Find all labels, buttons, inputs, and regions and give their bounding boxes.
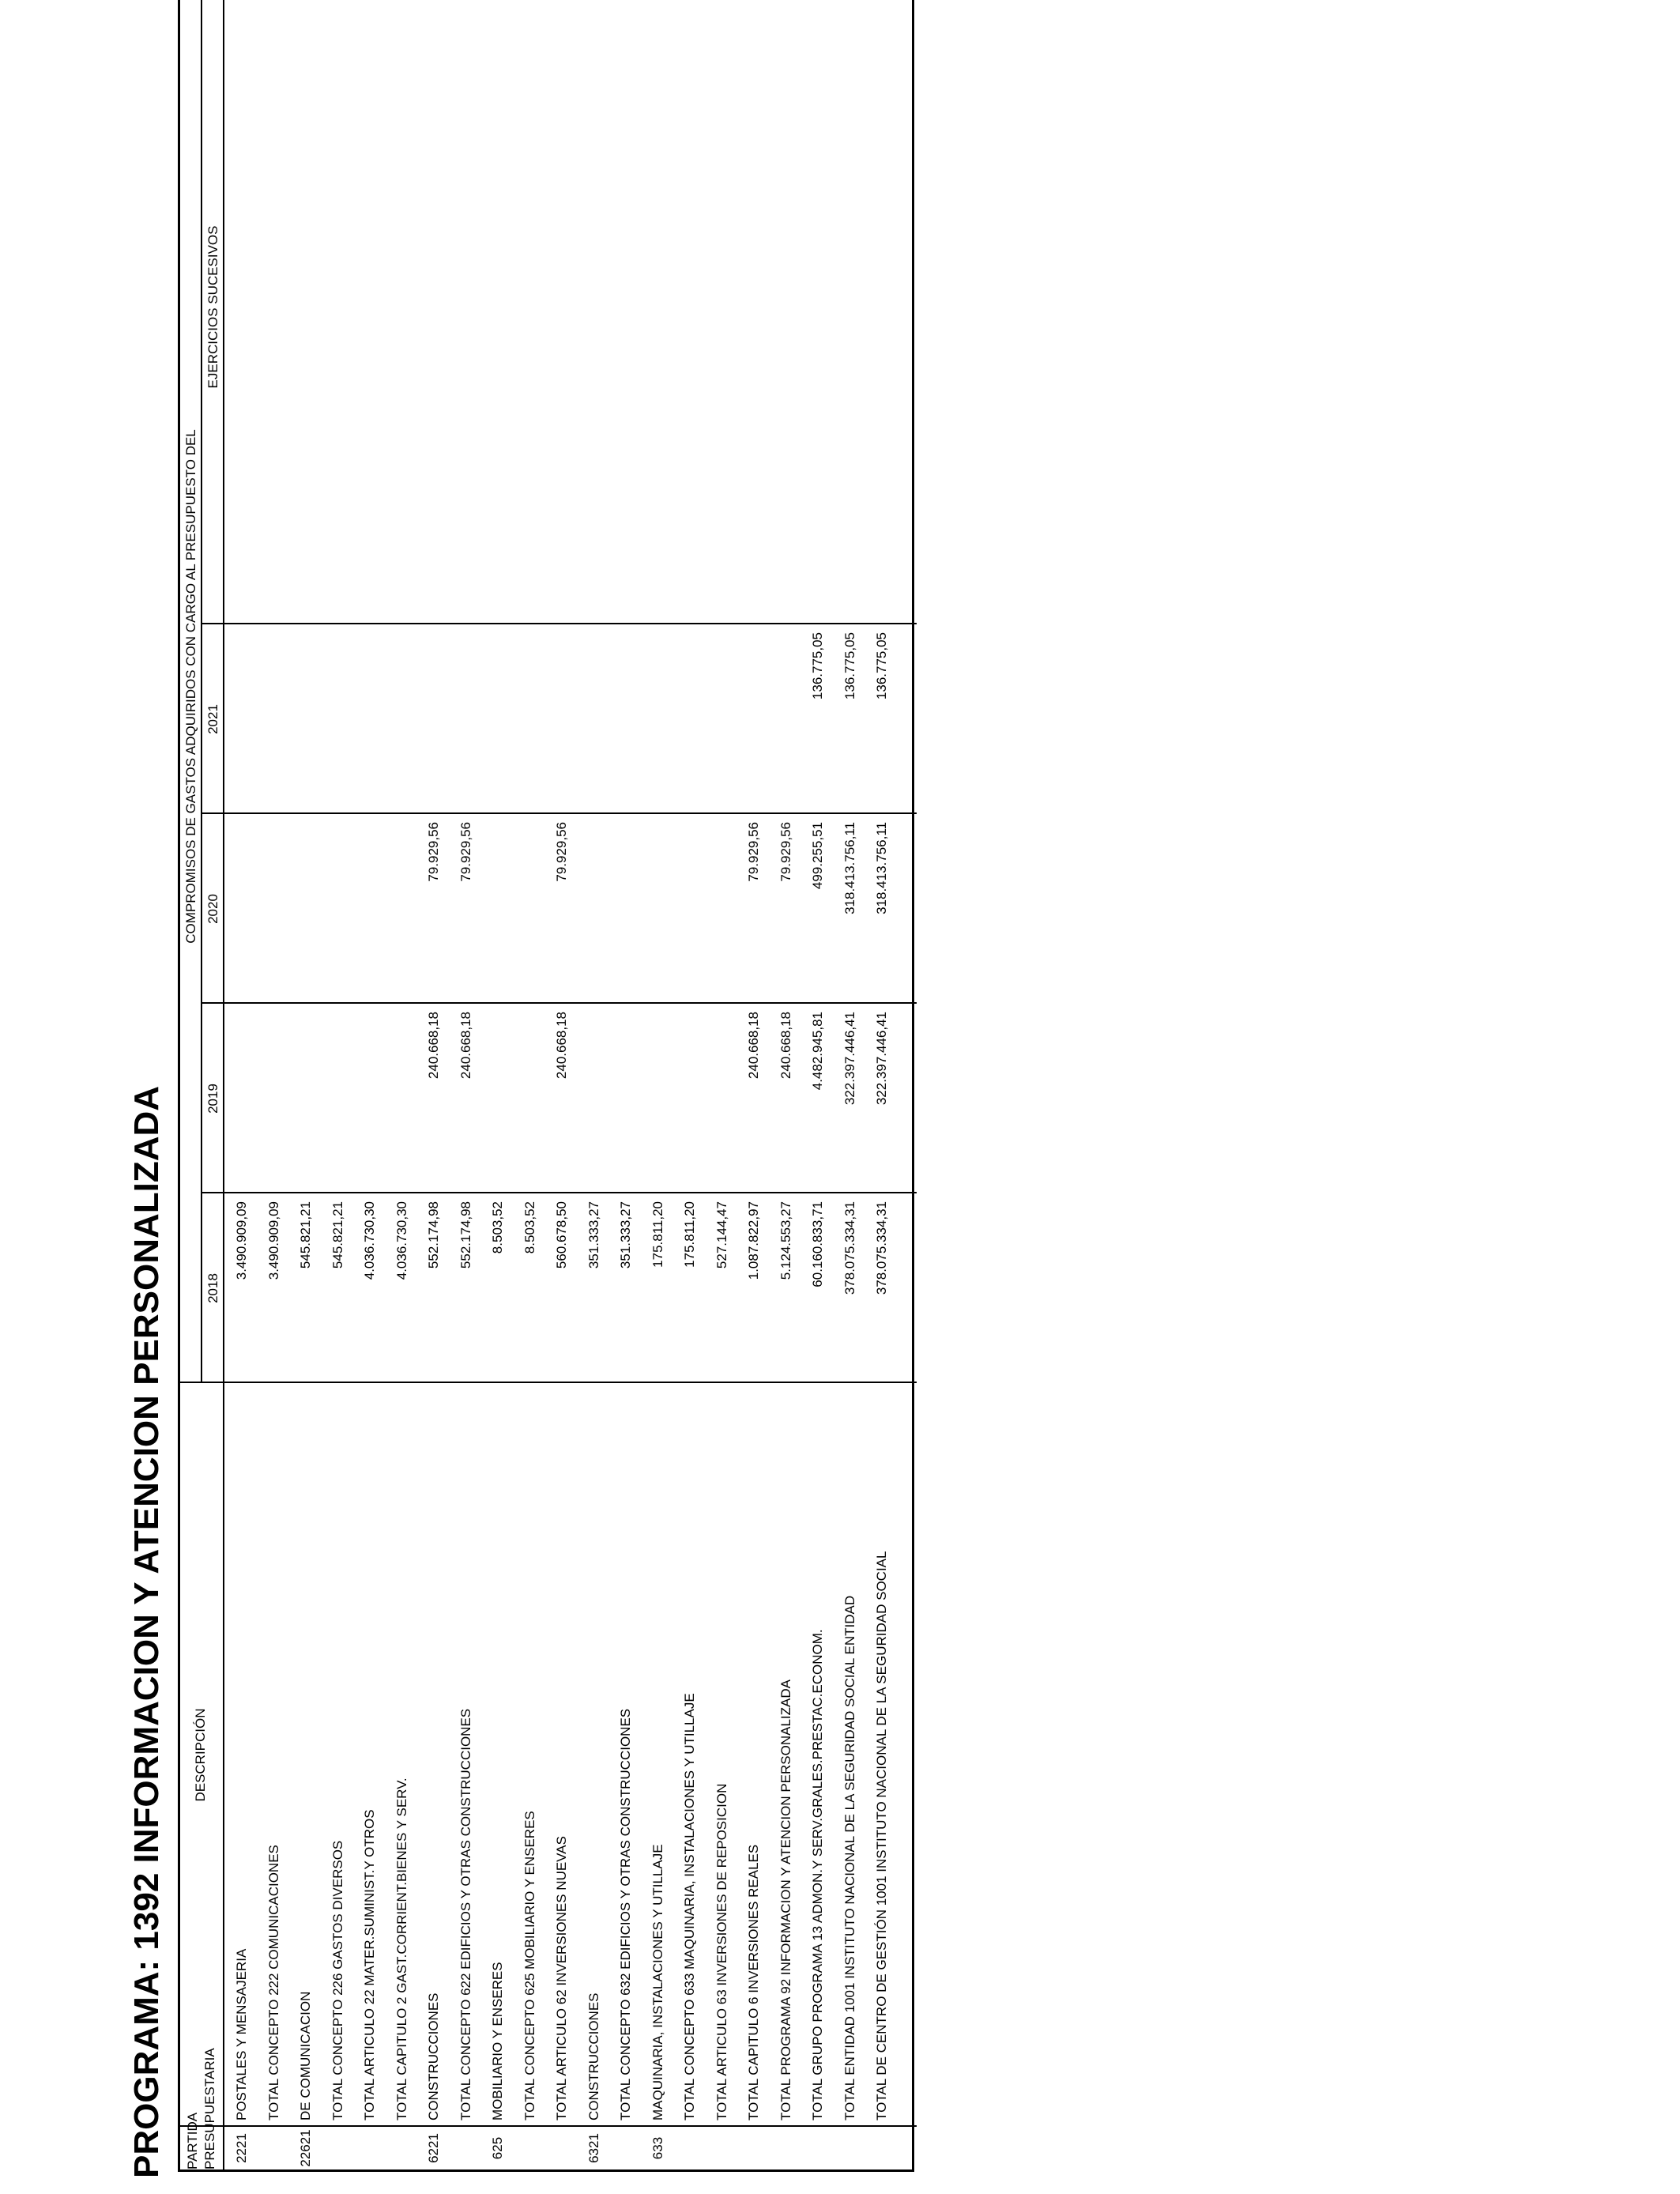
header-year-1: 2019 — [205, 1084, 220, 1114]
row-description: MOBILIARIO Y ENSERES — [490, 1962, 505, 2120]
row-description: TOTAL CAPITULO 2 GAST.CORRIENT.BIENES Y SERV. — [394, 1777, 409, 2120]
amount-y2018: 4.036.730,30 — [362, 1201, 377, 1280]
amount-y2018: 5.124.553,27 — [778, 1201, 793, 1280]
row-description: TOTAL ARTICULO 62 INVERSIONES NUEVAS — [554, 1836, 569, 2120]
col-divider-year-1 — [201, 1002, 917, 1004]
row-description: TOTAL PROGRAMA 92 INFORMACION Y ATENCION PERSONALIZADA — [778, 1679, 793, 2120]
amount-y2020: 79.929,56 — [778, 822, 793, 882]
amount-y2020: 79.929,56 — [458, 822, 473, 882]
row-description: DE COMUNICACION — [298, 1991, 313, 2120]
amount-y2021: 136.775,05 — [810, 632, 825, 700]
amount-y2018: 545.821,21 — [330, 1201, 345, 1269]
amount-y2018: 8.503,52 — [522, 1201, 537, 1254]
budget-table — [178, 0, 914, 2172]
amount-y2019: 240.668,18 — [426, 1012, 441, 1080]
amount-y2018: 552.174,98 — [458, 1201, 473, 1269]
col-divider-partida — [180, 2125, 917, 2127]
partida-code: 6321 — [586, 2133, 601, 2163]
header-year-3: 2021 — [205, 704, 220, 734]
row-description: TOTAL CONCEPTO 222 COMUNICACIONES — [266, 1845, 281, 2120]
amount-y2018: 3.490.909,09 — [266, 1201, 281, 1280]
row-description: CONSTRUCCIONES — [586, 1992, 601, 2120]
amount-y2019: 322.397.446,41 — [842, 1012, 857, 1106]
header-partida: PARTIDA — [185, 2112, 200, 2169]
amount-y2018: 527.144,47 — [714, 1201, 729, 1269]
row-description: TOTAL ARTICULO 22 MATER.SUMINIST.Y OTROS — [362, 1809, 377, 2120]
page-title: PROGRAMA: 1392 INFORMACION Y ATENCION PERSONALIZADA — [127, 1085, 166, 2178]
partida-code: 2221 — [234, 2133, 249, 2163]
amount-y2018: 175.811,20 — [650, 1201, 665, 1268]
amount-y2018: 560.678,50 — [554, 1201, 569, 1269]
header-year-2: 2020 — [205, 894, 220, 924]
header-year-4: EJERCICIOS SUCESIVOS — [205, 225, 220, 389]
row-description: POSTALES Y MENSAJERIA — [234, 1948, 249, 2120]
amount-y2018: 378.075.334,31 — [874, 1201, 889, 1295]
header-divider-top — [201, 0, 202, 1383]
row-description: TOTAL GRUPO PROGRAMA 13 ADMON.Y SERV.GRALES.PRESTAC.ECONOM. — [810, 1629, 825, 2120]
amount-y2018: 175.811,20 — [682, 1201, 697, 1268]
amount-y2019: 240.668,18 — [458, 1012, 473, 1080]
col-divider-desc — [180, 1382, 917, 1383]
row-description: TOTAL CONCEPTO 622 EDIFICIOS Y OTRAS CONSTRUCCIONES — [458, 1708, 473, 2120]
partida-code: 6221 — [426, 2133, 441, 2163]
amount-y2020: 499.255,51 — [810, 822, 825, 890]
amount-y2019: 240.668,18 — [554, 1012, 569, 1080]
row-description: TOTAL CONCEPTO 633 MAQUINARIA, INSTALACIONES Y UTILLAJE — [682, 1693, 697, 2120]
header-divider-bottom — [223, 0, 224, 2169]
row-description: CONSTRUCCIONES — [426, 1992, 441, 2120]
amount-y2021: 136.775,05 — [842, 632, 857, 700]
row-description: TOTAL CONCEPTO 625 MOBILIARIO Y ENSERES — [522, 1811, 537, 2120]
row-description: TOTAL DE CENTRO DE GESTIÓN 1001 INSTITUTO NACIONAL DE LA SEGURIDAD SOCIAL — [874, 1551, 889, 2120]
amount-y2018: 545.821,21 — [298, 1201, 313, 1269]
amount-y2020: 318.413.756,11 — [874, 822, 889, 914]
amount-y2020: 79.929,56 — [554, 822, 569, 882]
row-description: TOTAL CAPITULO 6 INVERSIONES REALES — [746, 1844, 761, 2120]
amount-y2018: 1.087.822,97 — [746, 1201, 761, 1280]
header-compromisos: COMPROMISOS DE GASTOS ADQUIRIDOS CON CARGO AL PRESUPUESTO DEL — [183, 429, 198, 944]
partida-code: 633 — [650, 2136, 665, 2160]
header-presupuestaria: PRESUPUESTARIA — [202, 2048, 217, 2169]
amount-y2018: 351.333,27 — [618, 1201, 633, 1269]
partida-code: 625 — [490, 2136, 505, 2160]
amount-y2019: 240.668,18 — [746, 1012, 761, 1080]
amount-y2018: 60.160.833,71 — [810, 1201, 825, 1287]
row-description: TOTAL ENTIDAD 1001 INSTITUTO NACIONAL DE LA SEGURIDAD SOCIAL ENTIDAD — [842, 1595, 857, 2120]
amount-y2018: 351.333,27 — [586, 1201, 601, 1269]
row-description: MAQUINARIA, INSTALACIONES Y UTILLAJE — [650, 1844, 665, 2120]
amount-y2018: 3.490.909,09 — [234, 1201, 249, 1280]
col-divider-year-0 — [201, 1192, 917, 1193]
row-description: TOTAL CONCEPTO 226 GASTOS DIVERSOS — [330, 1840, 345, 2120]
row-description: TOTAL CONCEPTO 632 EDIFICIOS Y OTRAS CONSTRUCCIONES — [618, 1708, 633, 2120]
partida-code: 22621 — [298, 2129, 313, 2167]
col-divider-year-3 — [201, 623, 917, 624]
row-description: TOTAL ARTICULO 63 INVERSIONES DE REPOSICION — [714, 1783, 729, 2120]
amount-y2021: 136.775,05 — [874, 632, 889, 700]
amount-y2018: 552.174,98 — [426, 1201, 441, 1269]
amount-y2019: 240.668,18 — [778, 1012, 793, 1080]
amount-y2020: 79.929,56 — [746, 822, 761, 882]
amount-y2019: 322.397.446,41 — [874, 1012, 889, 1106]
amount-y2019: 4.482.945,81 — [810, 1012, 825, 1091]
header-year-0: 2018 — [205, 1273, 220, 1303]
col-divider-year-2 — [201, 812, 917, 814]
amount-y2018: 8.503,52 — [490, 1201, 505, 1254]
amount-y2018: 378.075.334,31 — [842, 1201, 857, 1295]
amount-y2020: 79.929,56 — [426, 822, 441, 882]
amount-y2020: 318.413.756,11 — [842, 822, 857, 914]
header-descripcion: DESCRIPCIÓN — [193, 1708, 208, 1802]
amount-y2018: 4.036.730,30 — [394, 1201, 409, 1280]
